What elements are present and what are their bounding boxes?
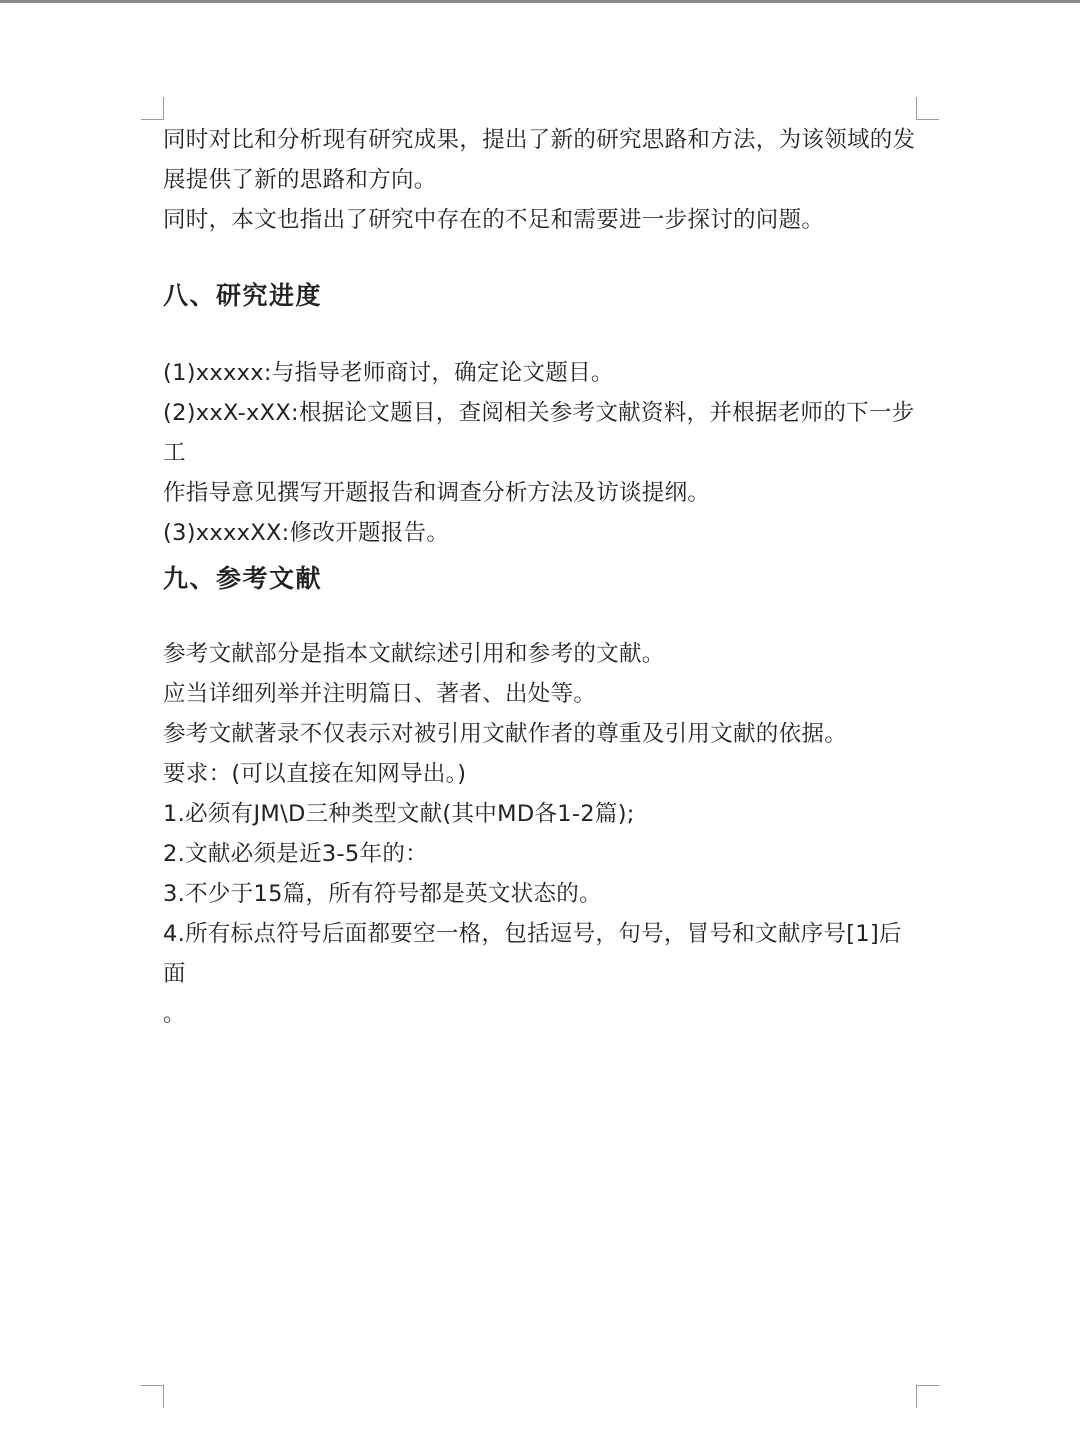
page-corner-mark-top-left bbox=[141, 97, 164, 120]
progress-item: (3)xxxxXX:修改开题报告。 bbox=[163, 520, 450, 546]
page-corner-mark-bottom-left bbox=[141, 1385, 164, 1408]
paragraph-line: 展提供了新的思路和方向。 bbox=[163, 167, 437, 193]
progress-list bbox=[163, 353, 923, 553]
paragraph-line: 同时对比和分析现有研究成果，提出了新的研究思路和方法，为该领域的发 bbox=[163, 127, 916, 153]
reference-line: 1.必须有JM\D三种类型文献(其中MD各1-2篇); bbox=[163, 801, 635, 827]
reference-line: 3.不少于15篇，所有符号都是英文状态的。 bbox=[163, 881, 602, 907]
page-corner-mark-top-right bbox=[916, 97, 939, 120]
document-body bbox=[163, 120, 923, 1034]
reference-line: 2.文献必须是近3-5年的： bbox=[163, 841, 428, 867]
paragraph-line: 同时，本文也指出了研究中存在的不足和需要进一步探讨的问题。 bbox=[163, 207, 825, 233]
progress-item: (1)xxxxx:与指导老师商讨，确定论文题目。 bbox=[163, 360, 614, 386]
progress-item: 作指导意见撰写开题报告和调查分析方法及访谈提纲。 bbox=[163, 480, 711, 506]
top-divider bbox=[0, 0, 1080, 3]
section-heading-progress: 八、研究进度 bbox=[163, 281, 323, 310]
references-list bbox=[163, 634, 923, 1034]
reference-line: 参考文献部分是指本文献综述引用和参考的文献。 bbox=[163, 641, 665, 667]
reference-line: 应当详细列举并注明篇日、著者、出处等。 bbox=[163, 681, 597, 707]
section-heading-references: 九、参考文献 bbox=[163, 564, 323, 593]
reference-line: 。 bbox=[163, 1001, 186, 1027]
reference-line: 4.所有标点符号后面都要空一格，包括逗号，句号，冒号和文献序号[1]后面 bbox=[163, 921, 902, 987]
reference-line: 参考文献著录不仅表示对被引用文献作者的尊重及引用文献的依据。 bbox=[163, 721, 848, 747]
progress-item: (2)xxX-xXX:根据论文题目，查阅相关参考文献资料，并根据老师的下一步工 bbox=[163, 400, 915, 466]
page-corner-mark-bottom-right bbox=[916, 1385, 939, 1408]
reference-line: 要求：(可以直接在知网导出。) bbox=[163, 761, 467, 787]
